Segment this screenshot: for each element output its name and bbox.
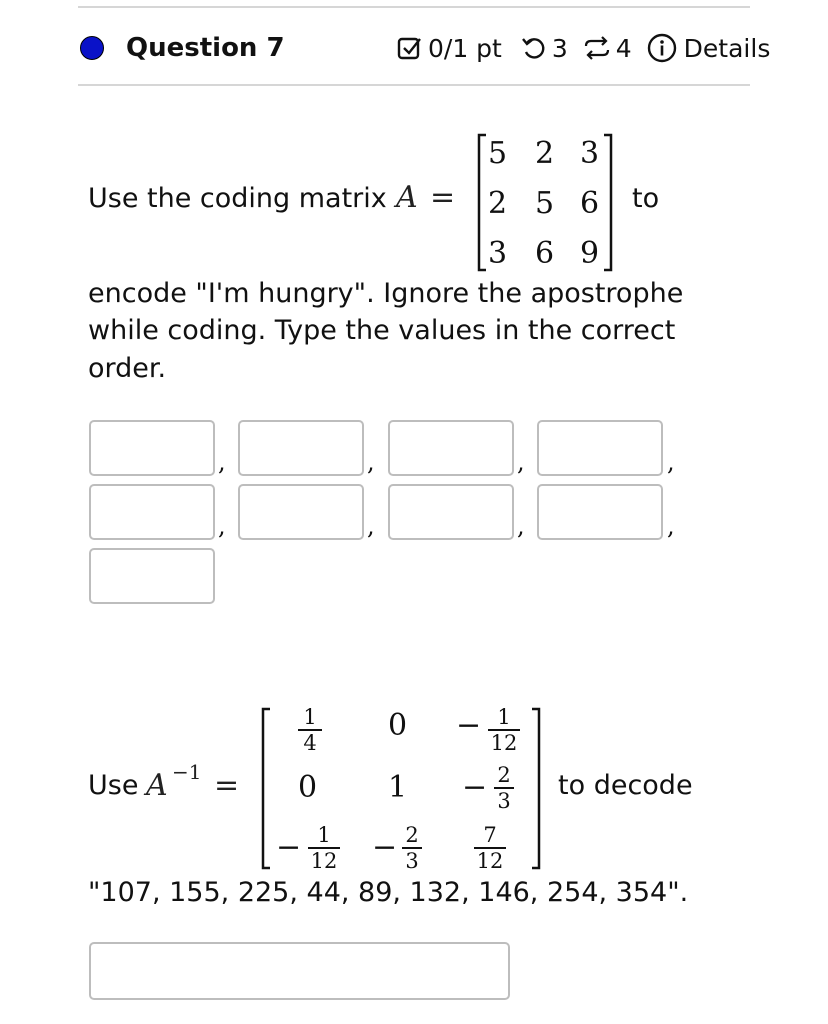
equals-sign: = — [430, 180, 456, 215]
inverse-cell-sign: − — [276, 830, 302, 865]
inverse-cell: 1 4 — [298, 706, 322, 754]
matrix-a-cell: 9 — [580, 236, 600, 271]
decode-lead: Use — [88, 770, 139, 801]
points-text: 0/1 pt — [428, 33, 502, 63]
comma-separator: , — [517, 448, 525, 476]
status-dot — [80, 36, 104, 60]
comma-separator: , — [367, 448, 375, 476]
details-text: Details — [683, 33, 771, 63]
prompt-lead: Use the coding matrix — [88, 183, 387, 214]
matrix-a-cell: 5 — [535, 186, 555, 221]
inverse-cell: 2 3 — [494, 764, 514, 812]
question-header — [80, 26, 771, 70]
question-meta — [396, 26, 770, 70]
points — [396, 34, 502, 63]
header-divider — [78, 84, 750, 86]
inverse-cell: 7 12 — [474, 824, 506, 872]
comma-separator: , — [218, 512, 226, 540]
matrix-a-cell: 6 — [580, 186, 600, 221]
inverse-cell: 2 3 — [402, 824, 422, 872]
matrix-a-cell: 5 — [488, 136, 508, 171]
comma-separator: , — [218, 448, 226, 476]
encode-input[interactable] — [238, 484, 364, 540]
inverse-cell-sign: − — [456, 708, 482, 743]
matrix-a-cell: 2 — [488, 186, 508, 221]
submissions — [582, 33, 632, 63]
encode-input[interactable] — [238, 420, 364, 476]
encode-input[interactable] — [537, 484, 663, 540]
inverse-cell: 1 12 — [308, 824, 340, 872]
top-divider — [78, 6, 750, 8]
prompt-line-3: order. — [88, 353, 167, 384]
prompt-line-2: while coding. Type the values in the correct — [88, 315, 676, 346]
comma-separator: , — [367, 512, 375, 540]
matrix-a-cell: 6 — [535, 236, 555, 271]
inverse-cell: 0 — [388, 708, 408, 743]
prompt-after: to — [632, 183, 660, 214]
comma-separator: , — [667, 448, 675, 476]
encode-input[interactable] — [89, 484, 215, 540]
matrix-a-cell: 3 — [580, 136, 600, 171]
decode-after: to decode — [558, 770, 693, 801]
submissions-text: 4 — [615, 33, 632, 63]
matrix-a-cell: 3 — [488, 236, 508, 271]
info-icon — [646, 32, 678, 64]
inverse-cell: 1 12 — [488, 706, 520, 754]
inverse-exponent: −1 — [172, 760, 202, 784]
attempts — [520, 34, 568, 63]
prompt-line-1: encode "I'm hungry". Ignore the apostrophe — [88, 278, 684, 309]
comma-separator: , — [517, 512, 525, 540]
encode-input[interactable] — [89, 420, 215, 476]
encode-input[interactable] — [537, 420, 663, 476]
inverse-var: A — [146, 768, 168, 803]
details-link[interactable] — [646, 32, 771, 64]
checkbox-icon — [396, 34, 424, 62]
inverse-cell-sign: − — [462, 770, 488, 805]
inverse-cell-sign: − — [372, 830, 398, 865]
encode-input[interactable] — [388, 420, 514, 476]
decode-message: "107, 155, 225, 44, 89, 132, 146, 254, 354". — [88, 877, 689, 908]
question-title: Question 7 — [126, 33, 285, 63]
inverse-cell: 0 — [298, 770, 318, 805]
encode-input[interactable] — [89, 548, 215, 604]
repeat-icon — [582, 33, 612, 63]
attempts-text: 3 — [551, 33, 568, 63]
matrix-a-cell: 2 — [535, 136, 555, 171]
equals-sign: = — [214, 768, 240, 803]
encode-input[interactable] — [388, 484, 514, 540]
decode-answer-input[interactable] — [89, 942, 510, 1000]
matrix-var-a: A — [396, 180, 418, 215]
undo-icon — [520, 34, 548, 62]
comma-separator: , — [667, 512, 675, 540]
inverse-cell: 1 — [388, 770, 408, 805]
